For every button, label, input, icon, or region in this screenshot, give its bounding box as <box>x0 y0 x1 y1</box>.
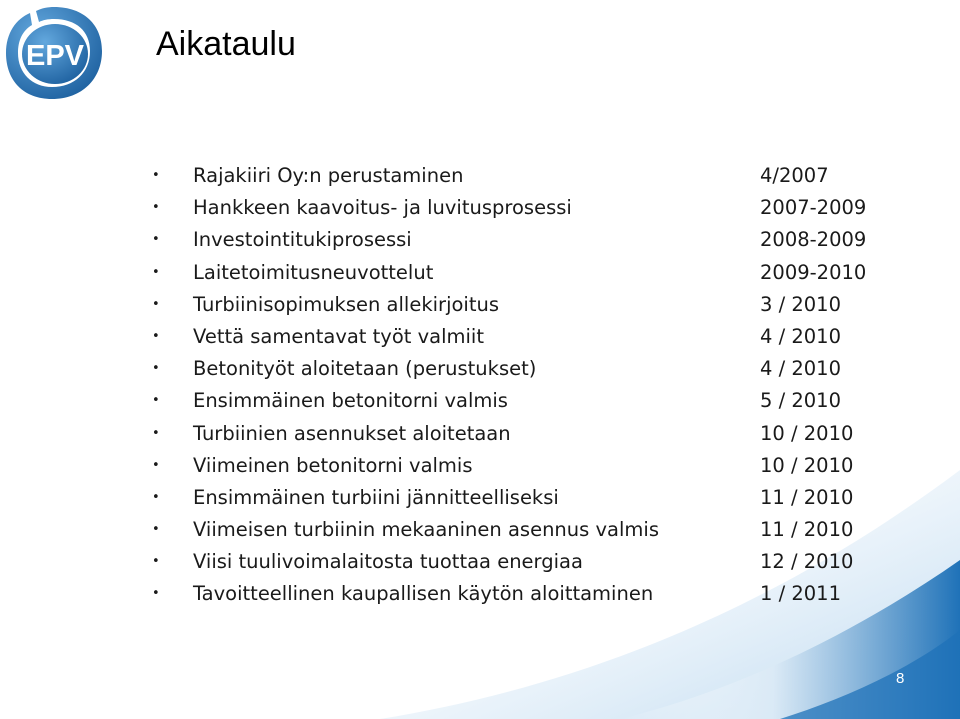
bullet-icon: • <box>152 554 160 570</box>
schedule-task: Betonityöt aloitetaan (perustukset) <box>193 357 537 381</box>
schedule-date: 5 / 2010 <box>760 389 841 413</box>
schedule-task: Turbiinisopimuksen allekirjoitus <box>193 292 500 316</box>
schedule-task: Vettä samentavat työt valmiit <box>193 324 484 348</box>
schedule-task: Tavoitteellinen kaupallisen käytön aloittaminen <box>193 582 654 606</box>
schedule-task: Turbiinien asennukset aloitetaan <box>193 421 511 445</box>
bullet-icon: • <box>152 168 160 183</box>
schedule-date: 12 / 2010 <box>760 550 854 574</box>
schedule-date: 3 / 2010 <box>760 292 841 316</box>
schedule-date: 1 / 2011 <box>760 582 841 606</box>
schedule-task: Rajakiiri Oy:n perustaminen <box>193 164 464 187</box>
bullet-icon: • <box>152 457 160 473</box>
schedule-date: 4 / 2010 <box>760 324 841 348</box>
bullet-icon: • <box>152 200 160 216</box>
bullet-icon: • <box>152 232 160 248</box>
bullet-icon: • <box>152 489 160 505</box>
schedule-task: Viimeinen betonitorni valmis <box>193 453 473 477</box>
schedule-date: 10 / 2010 <box>760 453 854 477</box>
epv-logo <box>2 3 106 103</box>
bullet-icon: • <box>152 586 160 602</box>
bullet-icon: • <box>152 328 160 344</box>
schedule-date: 4 / 2010 <box>760 357 841 381</box>
bullet-icon: • <box>152 522 160 538</box>
schedule-date: 2008-2009 <box>760 228 867 252</box>
schedule-task: Laitetoimitusneuvottelut <box>193 260 434 284</box>
schedule-date: 10 / 2010 <box>760 421 854 445</box>
schedule-date: 11 / 2010 <box>760 485 854 509</box>
schedule-date: 2007-2009 <box>760 196 867 220</box>
schedule-task: Ensimmäinen turbiini jännitteelliseksi <box>193 485 559 509</box>
schedule-task: Investointitukiprosessi <box>193 228 412 252</box>
logo-text: EPV <box>25 40 85 72</box>
bullet-icon: • <box>152 425 160 441</box>
schedule-date: 2009-2010 <box>760 260 867 284</box>
bullet-icon: • <box>152 264 160 280</box>
schedule-task: Ensimmäinen betonitorni valmis <box>193 389 508 413</box>
bullet-icon: • <box>152 393 160 409</box>
slide-title: Aikataulu <box>156 25 296 63</box>
schedule-date: 4/2007 <box>760 164 829 187</box>
schedule-task: Hankkeen kaavoitus- ja luvitusprosessi <box>193 196 572 220</box>
bullet-icon: • <box>152 296 160 312</box>
schedule-date: 11 / 2010 <box>760 518 854 542</box>
page-number: 8 <box>896 670 905 687</box>
schedule-task: Viimeisen turbiinin mekaaninen asennus valmis <box>193 518 659 542</box>
bullet-icon: • <box>152 361 160 377</box>
schedule-task: Viisi tuulivoimalaitosta tuottaa energiaa <box>193 550 583 574</box>
